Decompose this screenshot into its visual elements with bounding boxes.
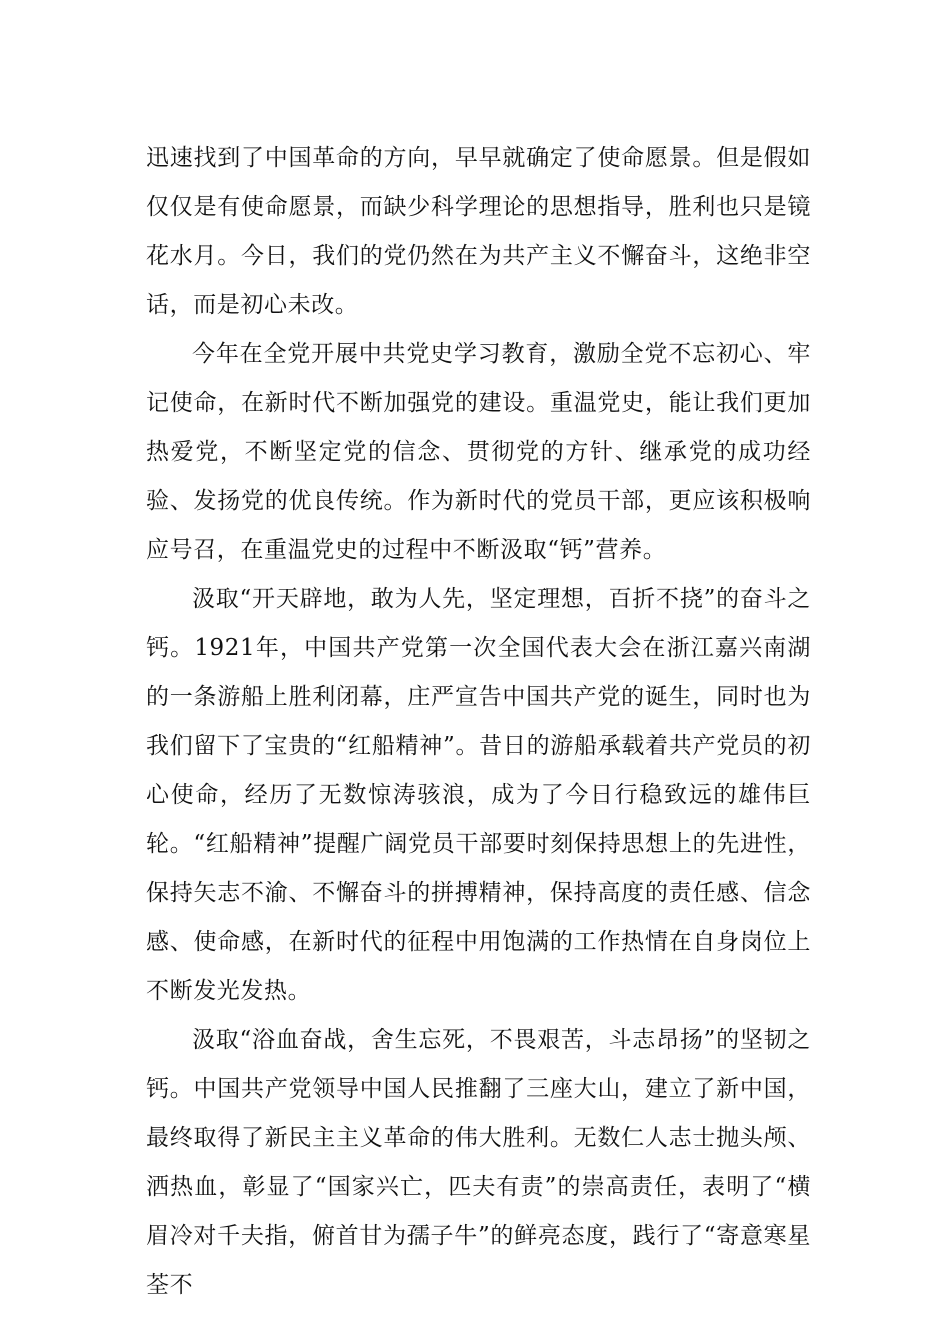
paragraph-continuation: 迅速找到了中国革命的方向，早早就确定了使命愿景。但是假如仅仅是有使命愿景，而缺少科学理论的思想指导，胜利也只是镜花水月。今日，我们的党仍然在为共产主义不懈奋斗，这绝非空话，而是初心未改。 [146, 145, 811, 318]
paragraph-party-history-study: 今年在全党开展中共党史学习教育，激励全党不忘初心、牢记使命，在新时代不断加强党的建设。重温党史，能让我们更加热爱党，不断坚定党的信念、贯彻党的方针、继承党的成功经验、发扬党的优良传统。作为新时代的党员干部，更应该积极响应号召，在重温党史的过程中不断汲取“钙”营养。 [146, 341, 811, 563]
body-text [146, 134, 811, 1310]
paragraph-struggle-calcium: 汲取“开天辟地，敢为人先，坚定理想，百折不挠”的奋斗之钙。1921年，中国共产党第一次全国代表大会在浙江嘉兴南湖的一条游船上胜利闭幕，庄严宣告中国共产党的诞生，同时也为我们留下了宝贵的“红船精神”。昔日的游船承载着共产党员的初心使命，经历了无数惊涛骇浪，成为了今日行稳致远的雄伟巨轮。“红船精神”提醒广阔党员干部要时刻保持思想上的先进性，保持矢志不渝、不懈奋斗的拼搏精神，保持高度的责任感、信念感、使命感，在新时代的征程中用饱满的工作热情在自身岗位上不断发光发热。 [146, 586, 811, 1004]
paragraph-tenacity-calcium: 汲取“浴血奋战，舍生忘死，不畏艰苦，斗志昂扬”的坚韧之钙。中国共产党领导中国人民推翻了三座大山，建立了新中国，最终取得了新民主主义革命的伟大胜利。无数仁人志士抛头颅、洒热血，彰显了“国家兴亡，匹夫有责”的崇高责任，表明了“横眉冷对千夫指，俯首甘为孺子牛”的鲜亮态度，践行了“寄意寒星荃不 [146, 1027, 811, 1298]
